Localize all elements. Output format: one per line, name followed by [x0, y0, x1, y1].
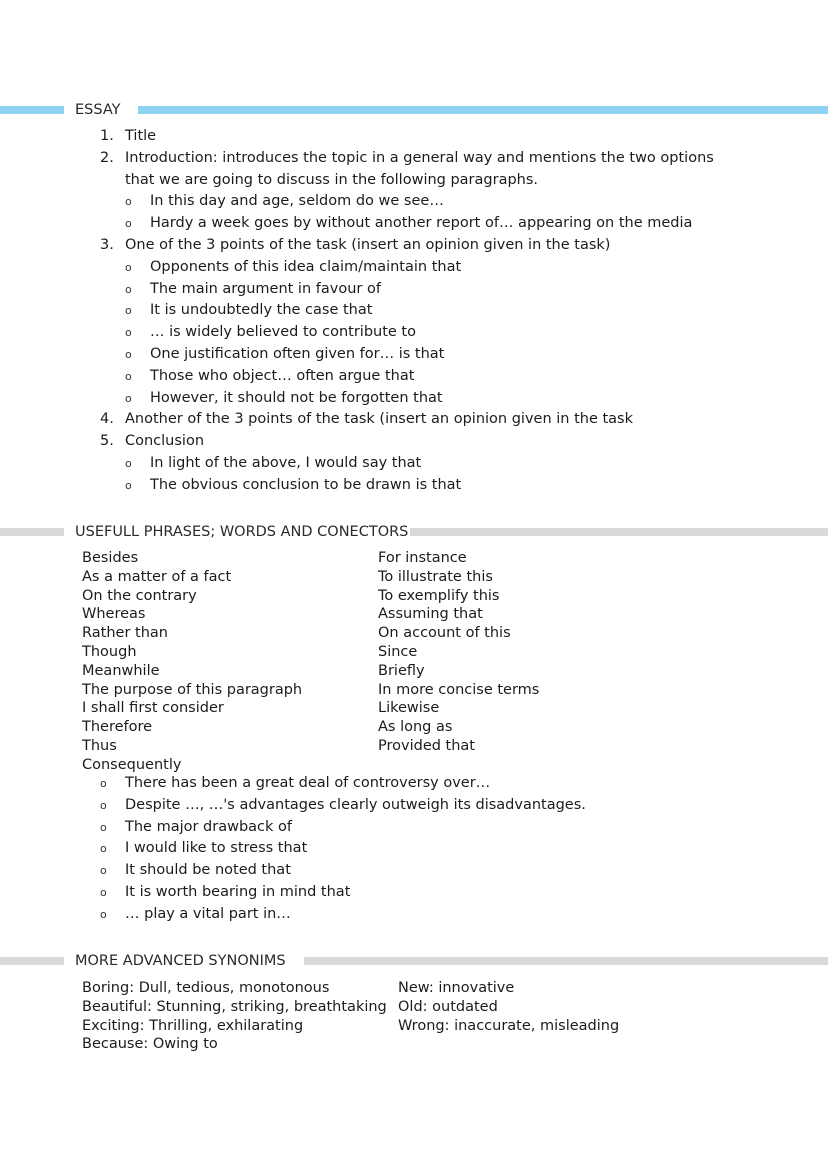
- bullet-icon: o: [125, 260, 132, 274]
- synonyms-left-column: [82, 979, 387, 1054]
- item-number: 1.: [100, 128, 114, 144]
- phrase-item: Thus: [82, 737, 117, 754]
- essay-item: [100, 148, 714, 192]
- phrase-item: Therefore: [82, 719, 153, 736]
- item-number: 2.: [100, 149, 114, 166]
- item-text: Title: [125, 128, 157, 144]
- item-text-continued: that we are going to discuss in the following paragraphs.: [125, 171, 539, 188]
- phrases-header: [0, 522, 828, 542]
- bullet-text: Despite …, …'s advantages clearly outweigh its disadvantages.: [125, 796, 586, 813]
- item-number: 5.: [100, 433, 114, 450]
- essay-item: [100, 431, 714, 453]
- bullet-icon: o: [125, 369, 132, 383]
- synonym-item: Because: Owing to: [82, 1036, 218, 1053]
- essay-header: [0, 100, 828, 120]
- essay-heading: ESSAY: [75, 102, 121, 118]
- essay-bullet-item: [125, 257, 714, 279]
- synonym-item: Boring: Dull, tedious, monotonous: [82, 980, 330, 996]
- phrase-item: In more concise terms: [378, 681, 540, 698]
- bullet-icon: o: [125, 304, 132, 318]
- phrase-item: Consequently: [82, 756, 182, 773]
- synonym-item: Old: outdated: [398, 998, 498, 1015]
- phrase-item: Since: [378, 643, 418, 660]
- synonyms-bar-right: [304, 957, 828, 965]
- phrase-bullet-item: [100, 904, 586, 926]
- item-text: Introduction: introduces the topic in a general way and mentions the two options: [125, 149, 714, 166]
- bullet-text: It is worth bearing in mind that: [125, 883, 351, 900]
- essay-bullet-item: [125, 279, 714, 301]
- essay-outline: [100, 126, 714, 497]
- essay-bullet-item: [125, 322, 714, 344]
- bullet-text: It is undoubtedly the case that: [150, 302, 373, 319]
- phrase-item: I shall first consider: [82, 700, 224, 717]
- essay-bullet-item: [125, 300, 714, 322]
- bullet-icon: o: [100, 864, 107, 878]
- synonyms-header: [0, 951, 828, 971]
- essay-item: [100, 126, 714, 148]
- phrases-left-column: [82, 549, 302, 775]
- synonyms-right-column: [398, 979, 619, 1035]
- phrase-item: Rather than: [82, 625, 168, 642]
- bullet-text: However, it should not be forgotten that: [150, 389, 443, 406]
- bullet-text: Opponents of this idea claim/maintain that: [150, 258, 462, 275]
- phrase-item: The purpose of this paragraph: [82, 681, 303, 698]
- bullet-icon: o: [100, 885, 107, 899]
- bullet-text: In this day and age, seldom do we see…: [150, 193, 444, 210]
- bullet-text: Hardy a week goes by without another report of… appearing on the media: [150, 215, 693, 232]
- bullet-text: I would like to stress that: [125, 840, 308, 857]
- phrase-item: Likewise: [378, 700, 440, 717]
- phrases-heading: USEFULL PHRASES; WORDS AND CONECTORS: [75, 524, 409, 540]
- essay-item: [100, 235, 714, 257]
- phrase-bullet-item: [100, 860, 586, 882]
- bullet-icon: o: [125, 478, 132, 492]
- phrase-item: Besides: [82, 550, 139, 566]
- item-text: One of the 3 points of the task (insert an opinion given in the task): [125, 236, 611, 253]
- phrase-item: To illustrate this: [378, 568, 493, 585]
- essay-bullet-item: [125, 366, 714, 388]
- phrases-bar-left: [0, 528, 64, 536]
- synonyms-heading: MORE ADVANCED SYNONIMS: [75, 953, 286, 969]
- synonym-item: Beautiful: Stunning, striking, breathtaking: [82, 998, 387, 1015]
- phrase-item: Meanwhile: [82, 662, 160, 679]
- phrase-item: On the contrary: [82, 587, 197, 604]
- item-number: 3.: [100, 236, 114, 253]
- synonym-item: Exciting: Thrilling, exhilarating: [82, 1017, 304, 1034]
- item-number: 4.: [100, 411, 114, 428]
- bullet-icon: o: [125, 347, 132, 361]
- bullet-icon: o: [125, 456, 132, 470]
- bullet-text: The obvious conclusion to be drawn is that: [150, 476, 462, 493]
- bullet-icon: o: [100, 777, 107, 790]
- bullet-icon: o: [125, 391, 132, 405]
- phrases-bullet-list: [100, 773, 586, 926]
- bullet-text: The major drawback of: [125, 818, 293, 835]
- essay-bullet-item: [125, 213, 714, 235]
- phrase-item: Assuming that: [378, 606, 483, 623]
- synonym-item: New: innovative: [398, 980, 515, 996]
- phrase-bullet-item: [100, 882, 586, 904]
- phrase-item: On account of this: [378, 625, 511, 642]
- bullet-text: … is widely believed to contribute to: [150, 324, 416, 341]
- essay-item: [100, 409, 714, 431]
- item-text: Conclusion: [125, 433, 205, 450]
- bullet-icon: o: [100, 820, 107, 834]
- essay-bullet-item: [125, 191, 714, 213]
- essay-bullet-item: [125, 475, 714, 497]
- phrase-item: To exemplify this: [378, 587, 500, 604]
- bullet-icon: o: [100, 907, 107, 921]
- phrase-bullet-item: [100, 838, 586, 860]
- phrase-bullet-item: [100, 795, 586, 817]
- essay-bullet-item: [125, 453, 714, 475]
- bullet-icon: o: [100, 798, 107, 812]
- phrase-item: Whereas: [82, 606, 146, 623]
- essay-bar-left: [0, 106, 64, 114]
- bullet-icon: o: [125, 282, 132, 296]
- phrase-item: Provided that: [378, 737, 475, 754]
- phrase-item: Though: [82, 643, 137, 660]
- item-text: Another of the 3 points of the task (insert an opinion given in the task: [125, 411, 634, 428]
- bullet-text: There has been a great deal of controversy over…: [125, 775, 491, 791]
- phrase-item: Briefly: [378, 662, 425, 679]
- bullet-text: In light of the above, I would say that: [150, 454, 422, 471]
- synonym-item: Wrong: inaccurate, misleading: [398, 1017, 620, 1034]
- essay-bullet-item: [125, 344, 714, 366]
- phrases-bar-right: [410, 528, 828, 536]
- phrase-bullet-item: [100, 817, 586, 839]
- bullet-icon: o: [100, 842, 107, 856]
- phrases-right-column: [378, 549, 539, 756]
- phrase-item: As long as: [378, 719, 453, 736]
- bullet-icon: o: [125, 326, 132, 340]
- bullet-text: … play a vital part in…: [125, 905, 291, 922]
- bullet-text: The main argument in favour of: [150, 280, 381, 297]
- phrase-item: For instance: [378, 550, 467, 566]
- bullet-icon: o: [125, 195, 132, 209]
- phrase-bullet-item: [100, 773, 586, 795]
- essay-bar-right: [138, 106, 828, 114]
- phrase-item: As a matter of a fact: [82, 568, 232, 585]
- bullet-text: One justification often given for… is that: [150, 345, 445, 362]
- synonyms-bar-left: [0, 957, 64, 965]
- bullet-icon: o: [125, 217, 132, 231]
- bullet-text: It should be noted that: [125, 862, 291, 879]
- bullet-text: Those who object… often argue that: [150, 367, 415, 384]
- essay-bullet-item: [125, 388, 714, 410]
